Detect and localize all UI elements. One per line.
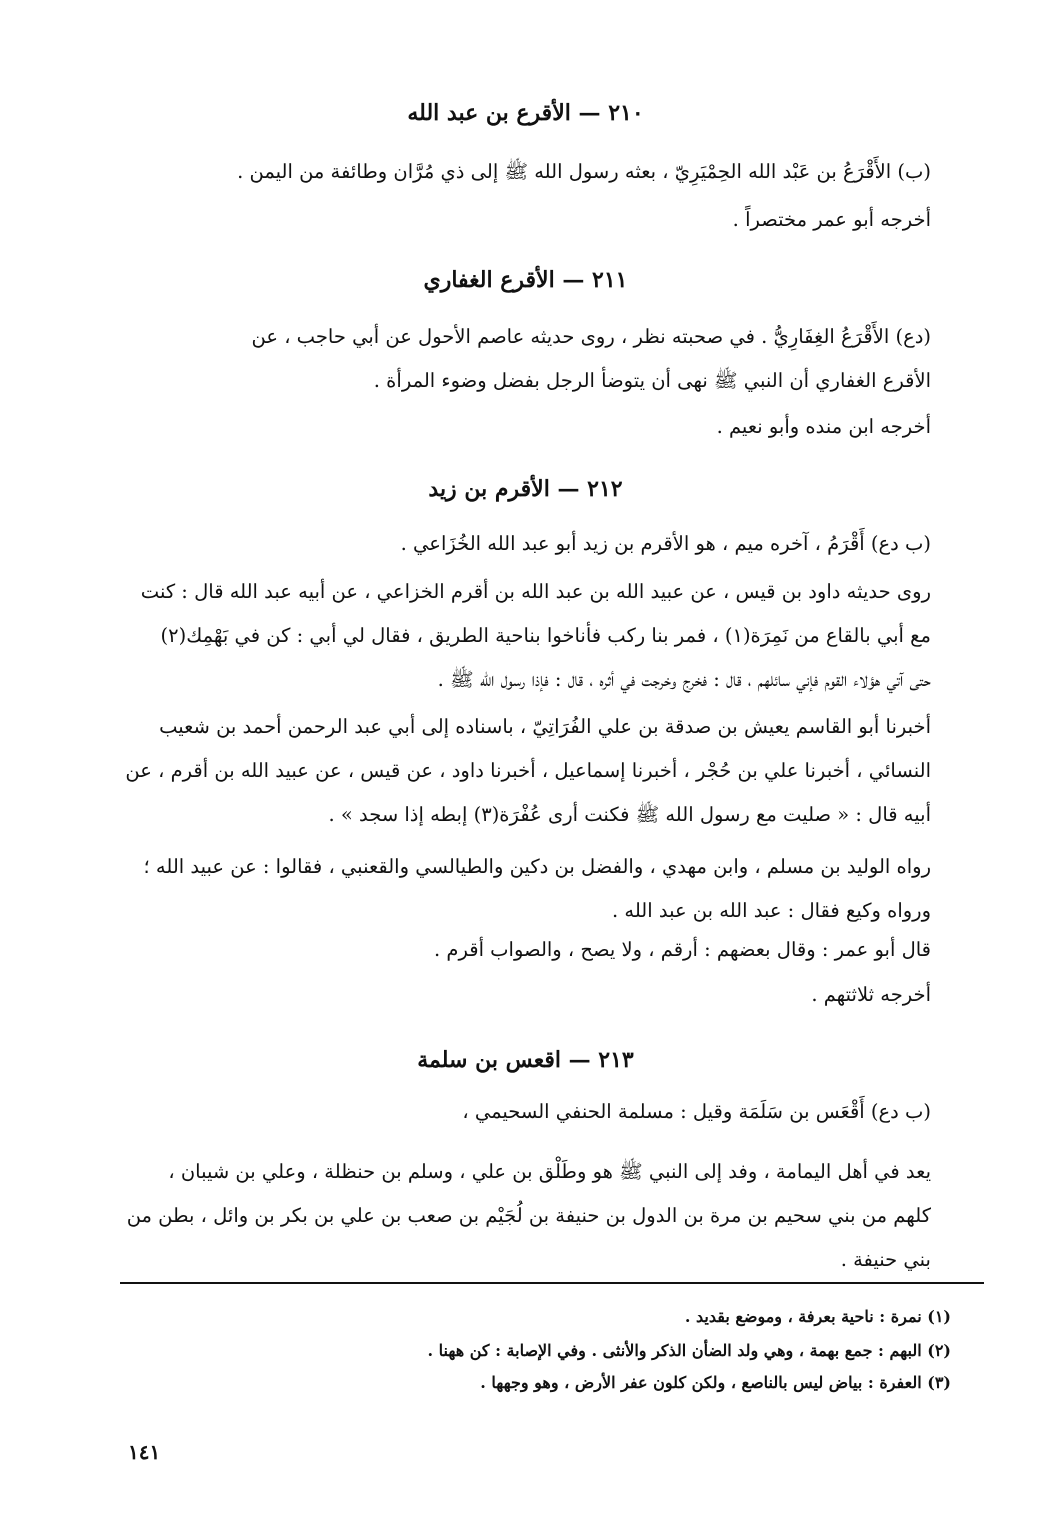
entry-212-paragraph-2 — [121, 570, 931, 702]
text-line: بني حنيفة . — [840, 1248, 931, 1271]
entry-212-paragraph-6 — [121, 973, 931, 1017]
entry-212-paragraph-5 — [121, 928, 931, 972]
text-line: (ب دع) أَقْرَمُ ، آخره ميم ، هو الأقرم بن زيد أبو عبد الله الخُزَاعي . — [400, 532, 931, 555]
entry-211-paragraph-2 — [121, 405, 931, 449]
entry-heading-213: ٢١٣ — اقعس بن سلمة — [417, 1047, 634, 1073]
entry-210-paragraph-1 — [121, 150, 931, 194]
entry-212-paragraph-4 — [121, 845, 931, 933]
text-line: أخرجه ثلاثتهم . — [811, 983, 931, 1006]
text-line: (ب دع) أَقْعَس بن سَلَمَة وقيل : مسلمة الحنفي السحيمي ، — [462, 1100, 931, 1123]
entry-210-paragraph-2 — [121, 198, 931, 242]
text-line: (ب) الأَقْرَعُ بن عَبْد الله الحِمْيَرِيّ ، بعثه رسول الله ﷺ إلى ذي مُرَّان وطائفة من اليمن . — [237, 160, 931, 183]
entry-heading-210: ٢١٠ — الأقرع بن عبد الله — [407, 100, 644, 126]
text-line: حتى آتي هؤلاء القوم فإني سائلهم ، قال : فخرج وخرجت في أثره ، قال : فإذا رسول الله ﷺ . — [437, 668, 931, 691]
text-line: كلهم من بني سحيم بن مرة بن الدول بن حنيفة بن لُجَيْم بن صعب بن علي بن بكر بن وائل ، بطن من — [126, 1204, 931, 1227]
text-line: أخرجه ابن منده وأبو نعيم . — [716, 415, 931, 438]
footnote-3: (٣) العفرة : بياض ليس بالناصع ، ولكن كلون عفر الأرض ، وهو وجهها . — [480, 1373, 951, 1392]
entry-213-paragraph-2 — [121, 1150, 931, 1282]
footnote-1: (١) نمرة : ناحية بعرفة ، وموضع بقديد . — [684, 1307, 951, 1326]
entry-212-paragraph-3 — [121, 705, 931, 837]
footnote-divider — [120, 1282, 984, 1284]
text-line: الأقرع الغفاري أن النبي ﷺ نهى أن يتوضأ الرجل بفضل وضوء المرأة . — [373, 369, 931, 392]
text-line: أبيه قال : « صليت مع رسول الله ﷺ فكنت أرى عُفْرَة(٣) إبطه إذا سجد » . — [328, 803, 931, 826]
entry-heading-211: ٢١١ — الأقرع الغفاري — [423, 267, 628, 293]
text-line: يعد في أهل اليمامة ، وفد إلى النبي ﷺ هو وطَلْق بن علي ، وسلم بن حنظلة ، وعلي بن شيبان ، — [168, 1160, 931, 1183]
page-number: ١٤١ — [128, 1440, 161, 1464]
text-line: أخبرنا أبو القاسم يعيش بن صدقة بن علي الفُرَاتِيّ ، باسناده إلى أبي عبد الرحمن أحمد بن شعيب — [159, 715, 931, 738]
text-line: النسائي ، أخبرنا علي بن حُجْر ، أخبرنا إسماعيل ، أخبرنا داود ، عن قيس ، عن عبيد الله بن أقرم ، عن — [125, 759, 931, 782]
text-line: ورواه وكيع فقال : عبد الله بن عبد الله . — [611, 899, 931, 922]
text-line: أخرجه أبو عمر مختصراً . — [732, 208, 931, 231]
text-line: مع أبي بالقاع من نَمِرَة(١) ، فمر بنا ركب فأناخوا بناحية الطريق ، فقال لي أبي : كن في بَهْمِك(٢) — [160, 624, 931, 647]
text-line: رواه الوليد بن مسلم ، وابن مهدي ، والفضل بن دكين والطيالسي والقعنبي ، فقالوا : عن عبيد الله ؛ — [143, 855, 931, 878]
entry-212-paragraph-1 — [121, 522, 931, 566]
text-line: (دع) الأَقْرَعُ الغِفَارِيُّ . في صحبته نظر ، روى حديثه عاصم الأحول عن أبي حاجب ، عن — [251, 325, 931, 348]
entry-211-paragraph-1 — [121, 315, 931, 403]
entry-213-paragraph-1 — [121, 1090, 931, 1134]
footnote-2: (٢) البهم : جمع بهمة ، وهي ولد الضأن الذكر والأنثى . وفي الإصابة : كن ههنا . — [427, 1341, 951, 1360]
entry-heading-212: ٢١٢ — الأقرم بن زيد — [428, 476, 623, 502]
text-line: قال أبو عمر : وقال بعضهم : أرقم ، ولا يصح ، والصواب أقرم . — [434, 938, 931, 961]
text-line: روى حديثه داود بن قيس ، عن عبيد الله بن عبد الله بن أقرم الخزاعي ، عن أبيه عبد الله قال : كنت — [140, 580, 931, 603]
